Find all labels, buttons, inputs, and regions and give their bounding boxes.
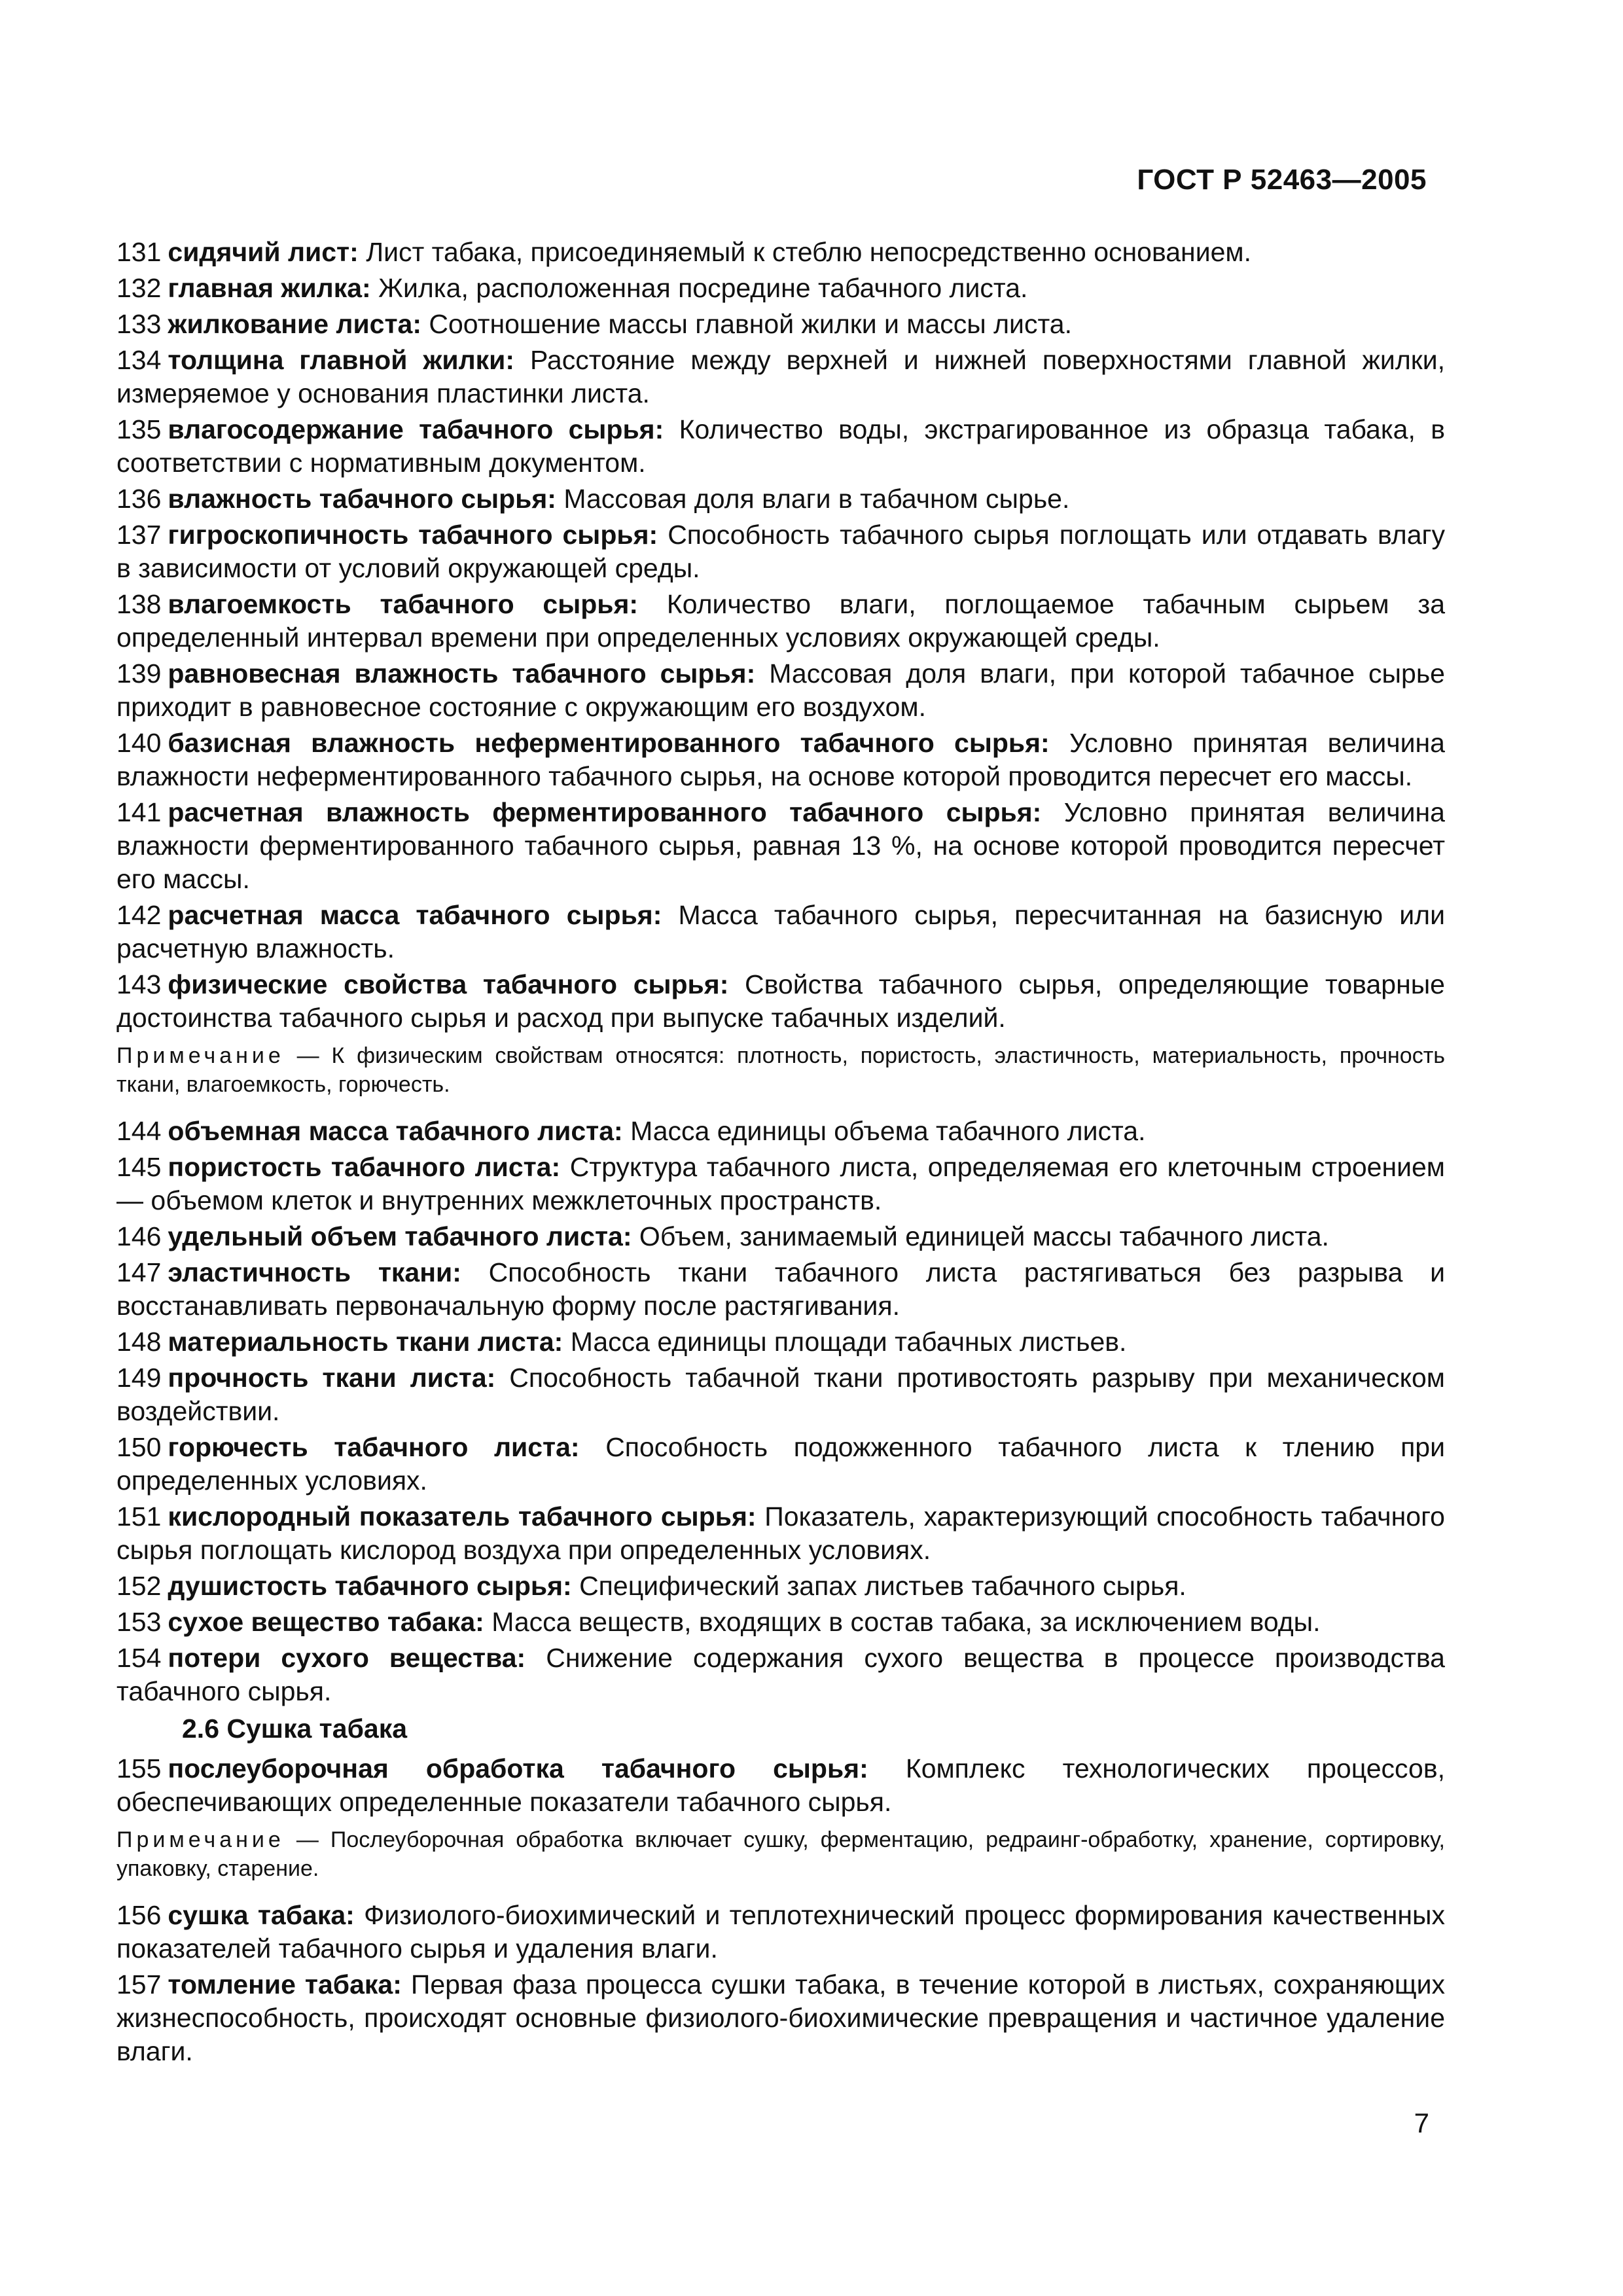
term-entry [116, 1361, 1445, 1428]
term-entry [116, 236, 1445, 269]
term-entry [116, 588, 1445, 655]
term-definition: Масса единицы площади табачных листьев. [570, 1327, 1127, 1357]
term-number: 154 [116, 1643, 162, 1673]
term-list [116, 1752, 1445, 1819]
term-number: 152 [116, 1571, 162, 1601]
note-label: Примечание [116, 1827, 285, 1852]
term-name: сухое вещество табака: [168, 1607, 484, 1637]
term-name: кислородный показатель табачного сырья: [168, 1501, 757, 1532]
term-name: пористость табачного листа: [168, 1152, 561, 1182]
term-name: влагоемкость табачного сырья: [168, 589, 639, 619]
term-definition: Жилка, расположенная посредине табачного листа. [378, 273, 1028, 303]
term-entry [116, 413, 1445, 480]
term-name: горючесть табачного листа: [168, 1432, 580, 1462]
term-name: расчетная масса табачного сырья: [168, 900, 662, 930]
page-number: 7 [1414, 2108, 1429, 2138]
term-definition: Показатель, характеризующий способность табачного сырья поглощать кислород воздуха при определенных условиях. [116, 1501, 1445, 1565]
term-definition: Способность табачной ткани противостоять разрыву при механическом воздействии. [116, 1363, 1445, 1426]
term-name: расчетная влажность ферментированного табачного сырья: [168, 797, 1042, 827]
term-definition: Способность подожженного табачного листа к тлению при определенных условиях. [116, 1432, 1445, 1496]
term-definition: Масса единицы объема табачного листа. [630, 1116, 1146, 1146]
term-number: 142 [116, 900, 162, 930]
term-entry [116, 1220, 1445, 1253]
term-entry [116, 1641, 1445, 1708]
term-entry [116, 1968, 1445, 2068]
term-number: 144 [116, 1116, 162, 1146]
term-entry [116, 1115, 1445, 1148]
term-number: 151 [116, 1501, 162, 1532]
term-number: 132 [116, 273, 162, 303]
term-name: гигроскопичность табачного сырья: [168, 520, 658, 550]
term-definition: Условно принятая величина влажности неферментированного табачного сырья, на основе которой проводится пересчет его массы. [116, 728, 1445, 791]
term-definition: Способность ткани табачного листа растягиваться без разрыва и восстанавливать первоначальную форму после растягивания. [116, 1257, 1445, 1321]
term-number: 141 [116, 797, 162, 827]
term-number: 135 [116, 414, 162, 444]
term-entry [116, 726, 1445, 793]
term-list [116, 1115, 1445, 1708]
term-name: душистость табачного сырья: [168, 1571, 572, 1601]
term-entry [116, 1605, 1445, 1639]
term-number: 133 [116, 309, 162, 339]
term-name: материальность ткани листа: [168, 1327, 563, 1357]
term-name: равновесная влажность табачного сырья: [168, 658, 756, 689]
term-name: физические свойства табачного сырья: [168, 969, 729, 999]
note-text: — Послеуборочная обработка включает сушку, ферментацию, редраинг-обработку, хранение, сортировку, упаковку, старение. [116, 1827, 1446, 1881]
term-definition: Массовая доля влаги, при которой табачное сырье приходит в равновесное состояние с окружающим его воздухом. [116, 658, 1445, 722]
term-entry [116, 518, 1445, 585]
term-entry [116, 899, 1445, 965]
note-paragraph [116, 1825, 1445, 1883]
term-number: 157 [116, 1969, 162, 2000]
term-name: главная жилка: [168, 273, 371, 303]
term-number: 143 [116, 969, 162, 999]
term-entry [116, 308, 1445, 341]
term-definition: Массовая доля влаги в табачном сырье. [563, 484, 1070, 514]
term-list [116, 1899, 1445, 2068]
term-entry [116, 1256, 1445, 1323]
note-paragraph [116, 1041, 1445, 1099]
term-number: 134 [116, 345, 162, 375]
term-definition: Снижение содержания сухого вещества в процессе производства табачного сырья. [116, 1643, 1445, 1706]
term-name: влажность табачного сырья: [168, 484, 556, 514]
term-number: 139 [116, 658, 162, 689]
term-number: 145 [116, 1152, 162, 1182]
term-number: 155 [116, 1753, 162, 1784]
term-name: послеуборочная обработка табачного сырья: [168, 1753, 868, 1784]
term-number: 156 [116, 1900, 162, 1930]
note-label: Примечание [116, 1043, 285, 1068]
term-name: удельный объем табачного листа: [168, 1221, 632, 1251]
term-name: жилкование листа: [168, 309, 421, 339]
term-name: объемная масса табачного листа: [168, 1116, 623, 1146]
term-number: 136 [116, 484, 162, 514]
term-entry [116, 796, 1445, 896]
note-text: — К физическим свойствам относятся: плотность, пористость, эластичность, материальность, прочность ткани, влагоемкость, горючесть. [116, 1043, 1446, 1097]
term-number: 153 [116, 1607, 162, 1637]
term-name: потери сухого вещества: [168, 1643, 526, 1673]
term-list [116, 236, 1445, 1035]
term-entry [116, 272, 1445, 305]
term-entry [116, 657, 1445, 724]
term-definition: Лист табака, присоединяемый к стеблю непосредственно основанием. [366, 237, 1251, 267]
term-definition: Специфический запах листьев табачного сырья. [579, 1571, 1186, 1601]
term-entry [116, 1899, 1445, 1965]
term-definition: Масса табачного сырья, пересчитанная на базисную или расчетную влажность. [116, 900, 1445, 963]
term-definition: Масса веществ, входящих в состав табака, за исключением воды. [491, 1607, 1321, 1637]
term-definition: Способность табачного сырья поглощать или отдавать влагу в зависимости от условий окружающей среды. [116, 520, 1445, 583]
term-name: базисная влажность неферментированного табачного сырья: [168, 728, 1050, 758]
term-entry [116, 968, 1445, 1035]
term-definition: Первая фаза процесса сушки табака, в течение которой в листьях, сохраняющих жизнеспособность, происходят основные физиолого-биохимические превращения и частичное удаление влаги. [116, 1969, 1445, 2066]
term-definition: Объем, занимаемый единицей массы табачного листа. [639, 1221, 1329, 1251]
term-entry [116, 1570, 1445, 1603]
term-number: 150 [116, 1432, 162, 1462]
term-entry [116, 1500, 1445, 1567]
term-definition: Структура табачного листа, определяемая его клеточным строением — объемом клеток и внутренних межклеточных пространств. [116, 1152, 1445, 1215]
term-name: влагосодержание табачного сырья: [168, 414, 664, 444]
term-name: сушка табака: [168, 1900, 355, 1930]
term-number: 138 [116, 589, 162, 619]
term-entry [116, 1325, 1445, 1359]
term-definition: Соотношение массы главной жилки и массы листа. [429, 309, 1072, 339]
term-name: эластичность ткани: [168, 1257, 461, 1287]
term-entry [116, 1431, 1445, 1498]
term-entry [116, 1151, 1445, 1217]
term-definition: Количество воды, экстрагированное из образца табака, в соответствии с нормативным документом. [116, 414, 1445, 478]
term-entry [116, 482, 1445, 516]
term-name: сидячий лист: [168, 237, 359, 267]
document-body [116, 236, 1445, 2071]
term-number: 131 [116, 237, 162, 267]
term-definition: Свойства табачного сырья, определяющие товарные достоинства табачного сырья и расход при выпуске табачных изделий. [116, 969, 1445, 1033]
term-number: 147 [116, 1257, 162, 1287]
term-number: 149 [116, 1363, 162, 1393]
section-heading: 2.6 Сушка табака [182, 1713, 408, 1744]
term-definition: Условно принятая величина влажности ферментированного табачного сырья, равная 13 %, на основе которой проводится пересчет его массы. [116, 797, 1445, 894]
term-number: 148 [116, 1327, 162, 1357]
term-name: томление табака: [168, 1969, 402, 2000]
term-number: 146 [116, 1221, 162, 1251]
term-definition: Количество влаги, поглощаемое табачным сырьем за определенный интервал времени при определенных условиях окружающей среды. [116, 589, 1445, 653]
term-definition: Комплекс технологических процессов, обеспечивающих определенные показатели табачного сырья. [116, 1753, 1445, 1817]
term-number: 140 [116, 728, 162, 758]
term-name: прочность ткани листа: [168, 1363, 496, 1393]
term-definition: Физиолого-биохимический и теплотехнический процесс формирования качественных показателей табачного сырья и удаления влаги. [116, 1900, 1445, 1964]
term-entry [116, 344, 1445, 410]
term-name: толщина главной жилки: [168, 345, 515, 375]
term-definition: Расстояние между верхней и нижней поверхностями главной жилки, измеряемое у основания пластинки листа. [116, 345, 1445, 408]
document-code-header: ГОСТ Р 52463—2005 [1137, 164, 1427, 196]
term-number: 137 [116, 520, 162, 550]
term-entry [116, 1752, 1445, 1819]
